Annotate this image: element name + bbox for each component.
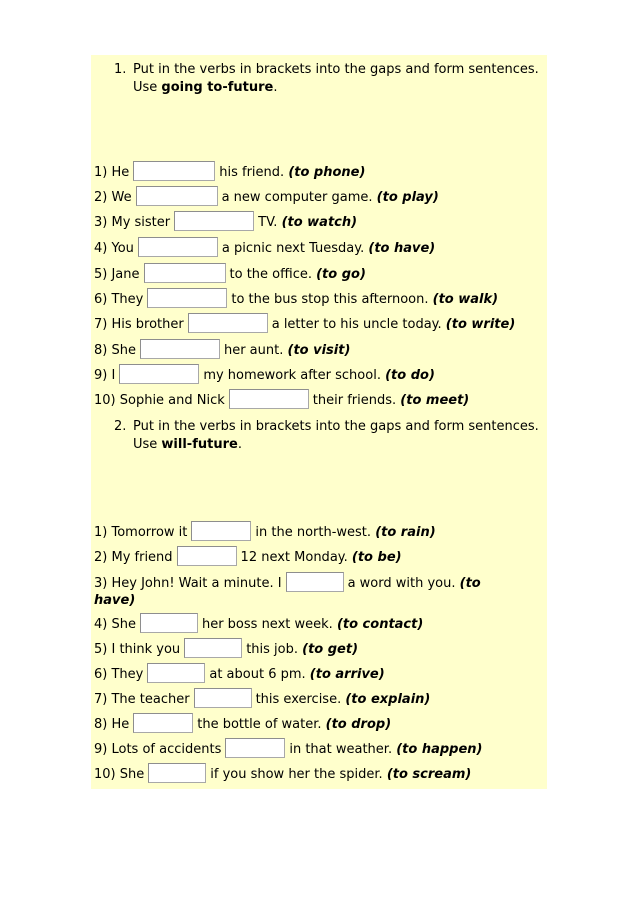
verb-hint: (to do): [385, 368, 435, 383]
task-1-form: going to-future: [161, 80, 274, 95]
sentence-start: 6) They: [94, 292, 144, 307]
sentence-row: [94, 340, 350, 362]
verb-hint: (to watch): [281, 215, 358, 230]
sentence-end: a letter to his uncle today.: [271, 317, 442, 332]
sentence-end: TV.: [258, 215, 278, 230]
gap-input[interactable]: [144, 263, 226, 283]
sentence-row-continuation: [94, 590, 135, 612]
verb-hint: (to: [459, 576, 481, 591]
verb-hint: (to visit): [287, 343, 351, 358]
sentence-end: a picnic next Tuesday.: [221, 241, 365, 256]
verb-hint: (to contact): [336, 617, 424, 632]
sentence-row: [94, 162, 365, 184]
verb-hint-continuation: have): [94, 593, 136, 608]
gap-input[interactable]: [177, 546, 237, 566]
gap-input[interactable]: [225, 738, 285, 758]
task-2-text: Put in the verbs in brackets into the gaps and form sentences.: [133, 419, 539, 434]
verb-hint: (to happen): [396, 742, 483, 757]
gap-input[interactable]: [138, 237, 218, 257]
gap-input[interactable]: [286, 572, 344, 592]
sentence-row: [94, 664, 385, 686]
gap-input[interactable]: [147, 663, 205, 683]
sentence-end: her boss next week.: [201, 617, 333, 632]
sentence-row: [94, 365, 435, 387]
sentence-end: this exercise.: [255, 692, 342, 707]
verb-hint: (to phone): [288, 165, 366, 180]
sentence-end: a word with you.: [347, 576, 456, 591]
sentence-end: their friends.: [312, 393, 397, 408]
gap-input[interactable]: [148, 763, 206, 783]
sentence-start: 10) She: [94, 767, 145, 782]
verb-hint: (to write): [445, 317, 516, 332]
sentence-end: her aunt.: [223, 343, 284, 358]
sentence-start: 5) Jane: [94, 267, 140, 282]
verb-hint: (to get): [302, 642, 359, 657]
verb-hint: (to meet): [400, 393, 470, 408]
verb-hint: (to rain): [375, 525, 436, 540]
gap-input[interactable]: [188, 313, 268, 333]
sentence-row: [94, 314, 515, 336]
sentence-start: 3) My sister: [94, 215, 171, 230]
sentence-row: [94, 614, 423, 636]
sentence-row: [94, 289, 498, 311]
sentence-end: my homework after school.: [203, 368, 381, 383]
sentence-end: to the office.: [229, 267, 312, 282]
sentence-start: 2) We: [94, 190, 132, 205]
sentence-start: 8) She: [94, 343, 136, 358]
task-2-use-prefix: Use: [133, 437, 162, 452]
sentence-row: [94, 573, 481, 595]
verb-hint: (to drop): [325, 717, 392, 732]
sentence-row: [94, 764, 471, 786]
task-2-number: 2.: [114, 419, 127, 434]
sentence-row: [94, 714, 391, 736]
sentence-start: 4) You: [94, 241, 134, 256]
task-2-suffix: .: [237, 437, 242, 452]
gap-input[interactable]: [229, 389, 309, 409]
verb-hint: (to have): [368, 241, 436, 256]
sentence-row: [94, 187, 439, 209]
sentence-start: 7) His brother: [94, 317, 184, 332]
task-2-form: will-future: [161, 437, 238, 452]
verb-hint: (to be): [351, 550, 402, 565]
sentence-start: 9) I: [94, 368, 116, 383]
sentence-end: his friend.: [219, 165, 285, 180]
sentence-start: 6) They: [94, 667, 144, 682]
sentence-start: 8) He: [94, 717, 130, 732]
sentence-row: [94, 739, 482, 761]
sentence-end: to the bus stop this afternoon.: [231, 292, 429, 307]
sentence-start: 1) He: [94, 165, 130, 180]
sentence-start: 1) Tomorrow it: [94, 525, 188, 540]
gap-input[interactable]: [136, 186, 218, 206]
sentence-end: in the north-west.: [255, 525, 372, 540]
sentence-row: [94, 689, 430, 711]
verb-hint: (to walk): [432, 292, 499, 307]
sentence-start: 4) She: [94, 617, 136, 632]
sentence-row: [94, 212, 357, 234]
sentence-row: [94, 639, 358, 661]
task-1-use-prefix: Use: [133, 80, 162, 95]
verb-hint: (to go): [316, 267, 366, 282]
sentence-end: at about 6 pm.: [209, 667, 306, 682]
sentence-start: 10) Sophie and Nick: [94, 393, 225, 408]
gap-input[interactable]: [191, 521, 251, 541]
sentence-end: in that weather.: [289, 742, 393, 757]
verb-hint: (to play): [376, 190, 439, 205]
sentence-end: this job.: [246, 642, 298, 657]
sentence-start: 9) Lots of accidents: [94, 742, 222, 757]
sentence-end: a new computer game.: [221, 190, 373, 205]
sentence-row: [94, 264, 366, 286]
sentence-end: if you show her the spider.: [210, 767, 383, 782]
verb-hint: (to explain): [345, 692, 431, 707]
sentence-row: [94, 522, 436, 544]
sentence-start: 7) The teacher: [94, 692, 190, 707]
verb-hint: (to scream): [386, 767, 472, 782]
gap-input[interactable]: [174, 211, 254, 231]
gap-input[interactable]: [184, 638, 242, 658]
gap-input[interactable]: [133, 161, 215, 181]
gap-input[interactable]: [140, 613, 198, 633]
gap-input[interactable]: [133, 713, 193, 733]
gap-input[interactable]: [140, 339, 220, 359]
sentence-start: 3) Hey John! Wait a minute. I: [94, 576, 282, 591]
sentence-start: 5) I think you: [94, 642, 181, 657]
task-1-number: 1.: [114, 62, 127, 77]
gap-input[interactable]: [119, 364, 199, 384]
sentence-row: [94, 547, 402, 569]
sentence-start: 2) My friend: [94, 550, 173, 565]
verb-hint: (to arrive): [309, 667, 385, 682]
gap-input[interactable]: [147, 288, 227, 308]
sentence-end: 12 next Monday.: [240, 550, 348, 565]
gap-input[interactable]: [194, 688, 252, 708]
task-1-text: Put in the verbs in brackets into the gaps and form sentences.: [133, 62, 539, 77]
task-1-suffix: .: [273, 80, 278, 95]
sentence-row: [94, 238, 435, 260]
sentence-end: the bottle of water.: [197, 717, 322, 732]
sentence-row: [94, 390, 469, 412]
